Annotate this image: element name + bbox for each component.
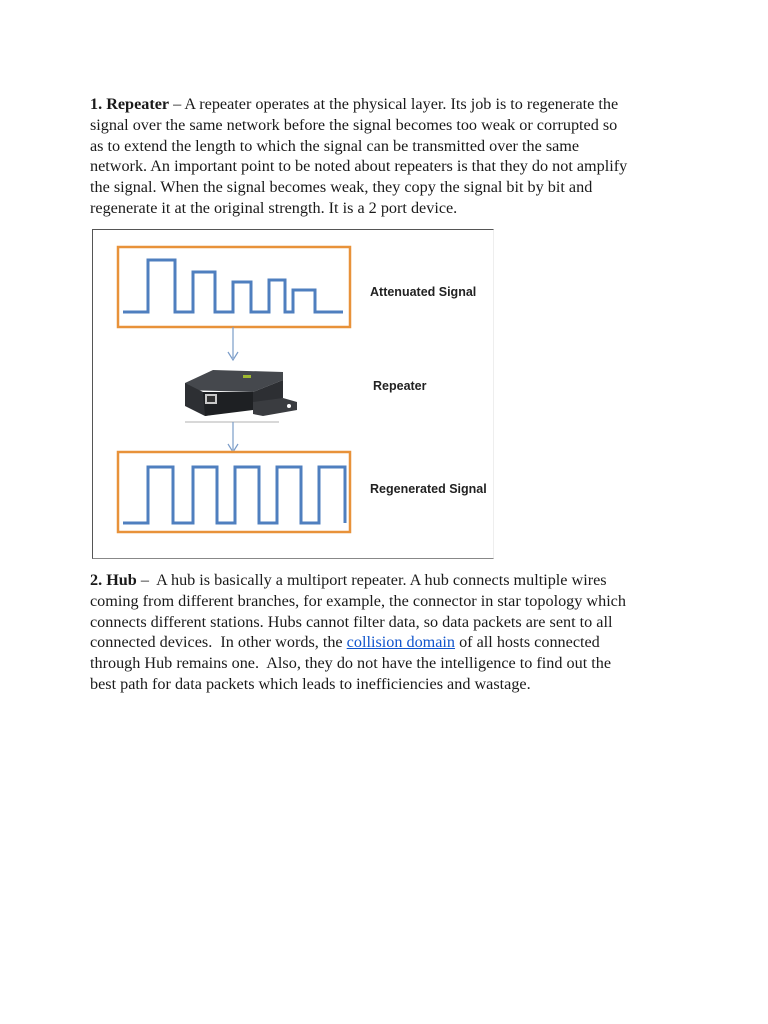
hub-line-3: connects different stations. Hubs cannot filter data, so data packets are sent to all bbox=[90, 612, 613, 631]
hub-paragraph bbox=[90, 570, 690, 695]
repeater-line-4: network. An important point to be noted about repeaters is that they do not amplify bbox=[90, 157, 628, 176]
repeater-label: Repeater bbox=[373, 379, 427, 393]
repeater-paragraph bbox=[90, 94, 690, 219]
collision-domain-link[interactable]: collision domain bbox=[346, 633, 456, 652]
hub-line-6: best path for data packets which leads to inefficiencies and wastage. bbox=[90, 674, 531, 693]
hub-line-1: 2. Hub – A hub is basically a multiport repeater. A hub connects multiple wires bbox=[90, 571, 607, 589]
repeater-line-2: signal over the same network before the signal becomes too weak or corrupted so bbox=[90, 115, 618, 134]
regenerated-signal-waveform bbox=[123, 467, 345, 523]
hub-line-2: coming from different branches, for example, the connector in star topology which bbox=[90, 591, 626, 610]
regenerated-signal-label: Regenerated Signal bbox=[370, 482, 487, 496]
attenuated-signal-label: Attenuated Signal bbox=[370, 285, 477, 299]
repeater-line-1: 1. Repeater – A repeater operates at the physical layer. Its job is to regenerate the bbox=[90, 95, 619, 113]
repeater-device-image bbox=[185, 370, 297, 416]
attenuated-signal-waveform bbox=[123, 260, 343, 312]
hub-line-4: connected devices. In other words, the collision domain of all hosts connected bbox=[90, 633, 600, 652]
repeater-line-6: regenerate it at the original strength. It is a 2 port device. bbox=[90, 198, 458, 217]
repeater-diagram bbox=[92, 229, 494, 559]
repeater-line-5: the signal. When the signal becomes weak, they copy the signal bit by bit and bbox=[90, 178, 593, 197]
repeater-heading: 1. Repeater bbox=[90, 95, 170, 113]
repeater-line-3: as to extend the length to which the signal can be transmitted over the same bbox=[90, 136, 580, 155]
hub-heading: 2. Hub bbox=[90, 571, 137, 589]
hub-line-5: through Hub remains one. Also, they do not have the intelligence to find out the bbox=[90, 654, 612, 673]
